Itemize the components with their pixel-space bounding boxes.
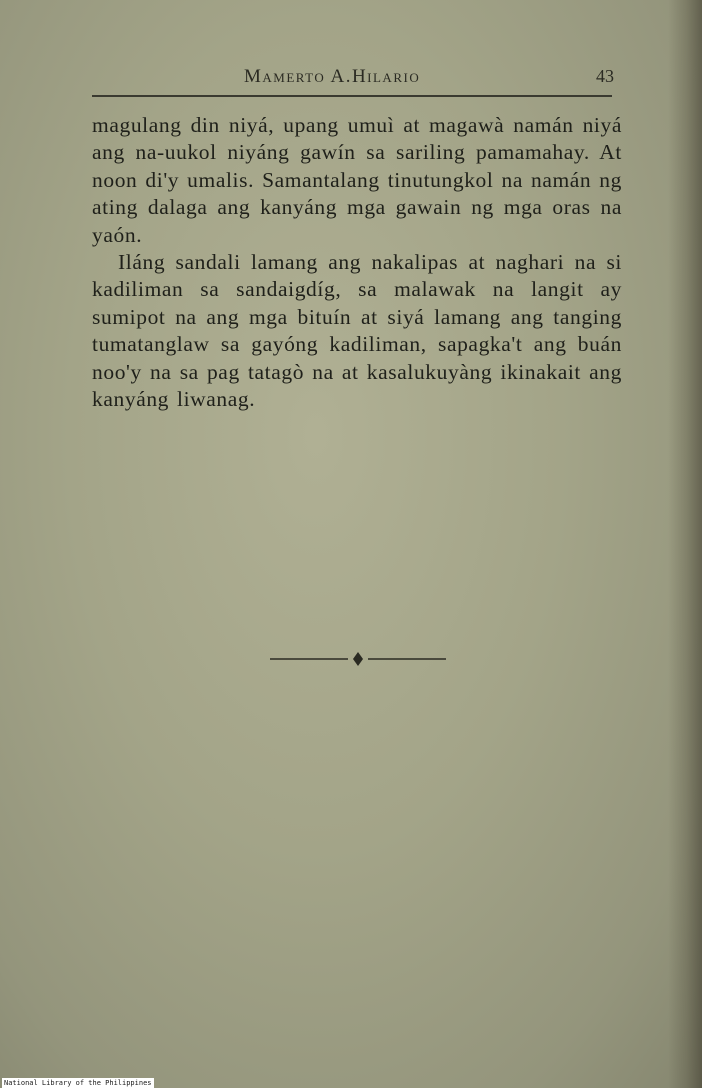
paragraph-1: magulang din niyá, upang umuì at magawà namán niyá ang na-uukol niyáng gawín sa sariling pamamahay. At noon di'y umalis. Samantalang tinutungkol na namán ng ating dalaga ang kanyáng mga gawain ng mga oras na yaón. [92, 113, 622, 247]
body-text [92, 112, 622, 413]
section-ornament-icon [270, 650, 446, 668]
page-header [92, 62, 622, 92]
header-rule [92, 95, 612, 97]
footer-credit: National Library of the Philippines [4, 1079, 152, 1087]
page-spine-shadow [668, 0, 702, 1088]
running-title: Mamerto A.Hilario [244, 66, 421, 87]
page-number: 43 [596, 66, 614, 86]
paragraph-2: Iláng sandali lamang ang nakalipas at naghari na si kadiliman sa sandaigdíg, sa malawak na langit ay sumipot na ang mga bituín at siyá lamang ang tanging tumatanglaw sa gayóng kadiliman, sapagka't ang buán noo'y na sa pag tatagò na at kasalukuyàng ikinakait ang kanyáng liwanag. [92, 250, 622, 412]
